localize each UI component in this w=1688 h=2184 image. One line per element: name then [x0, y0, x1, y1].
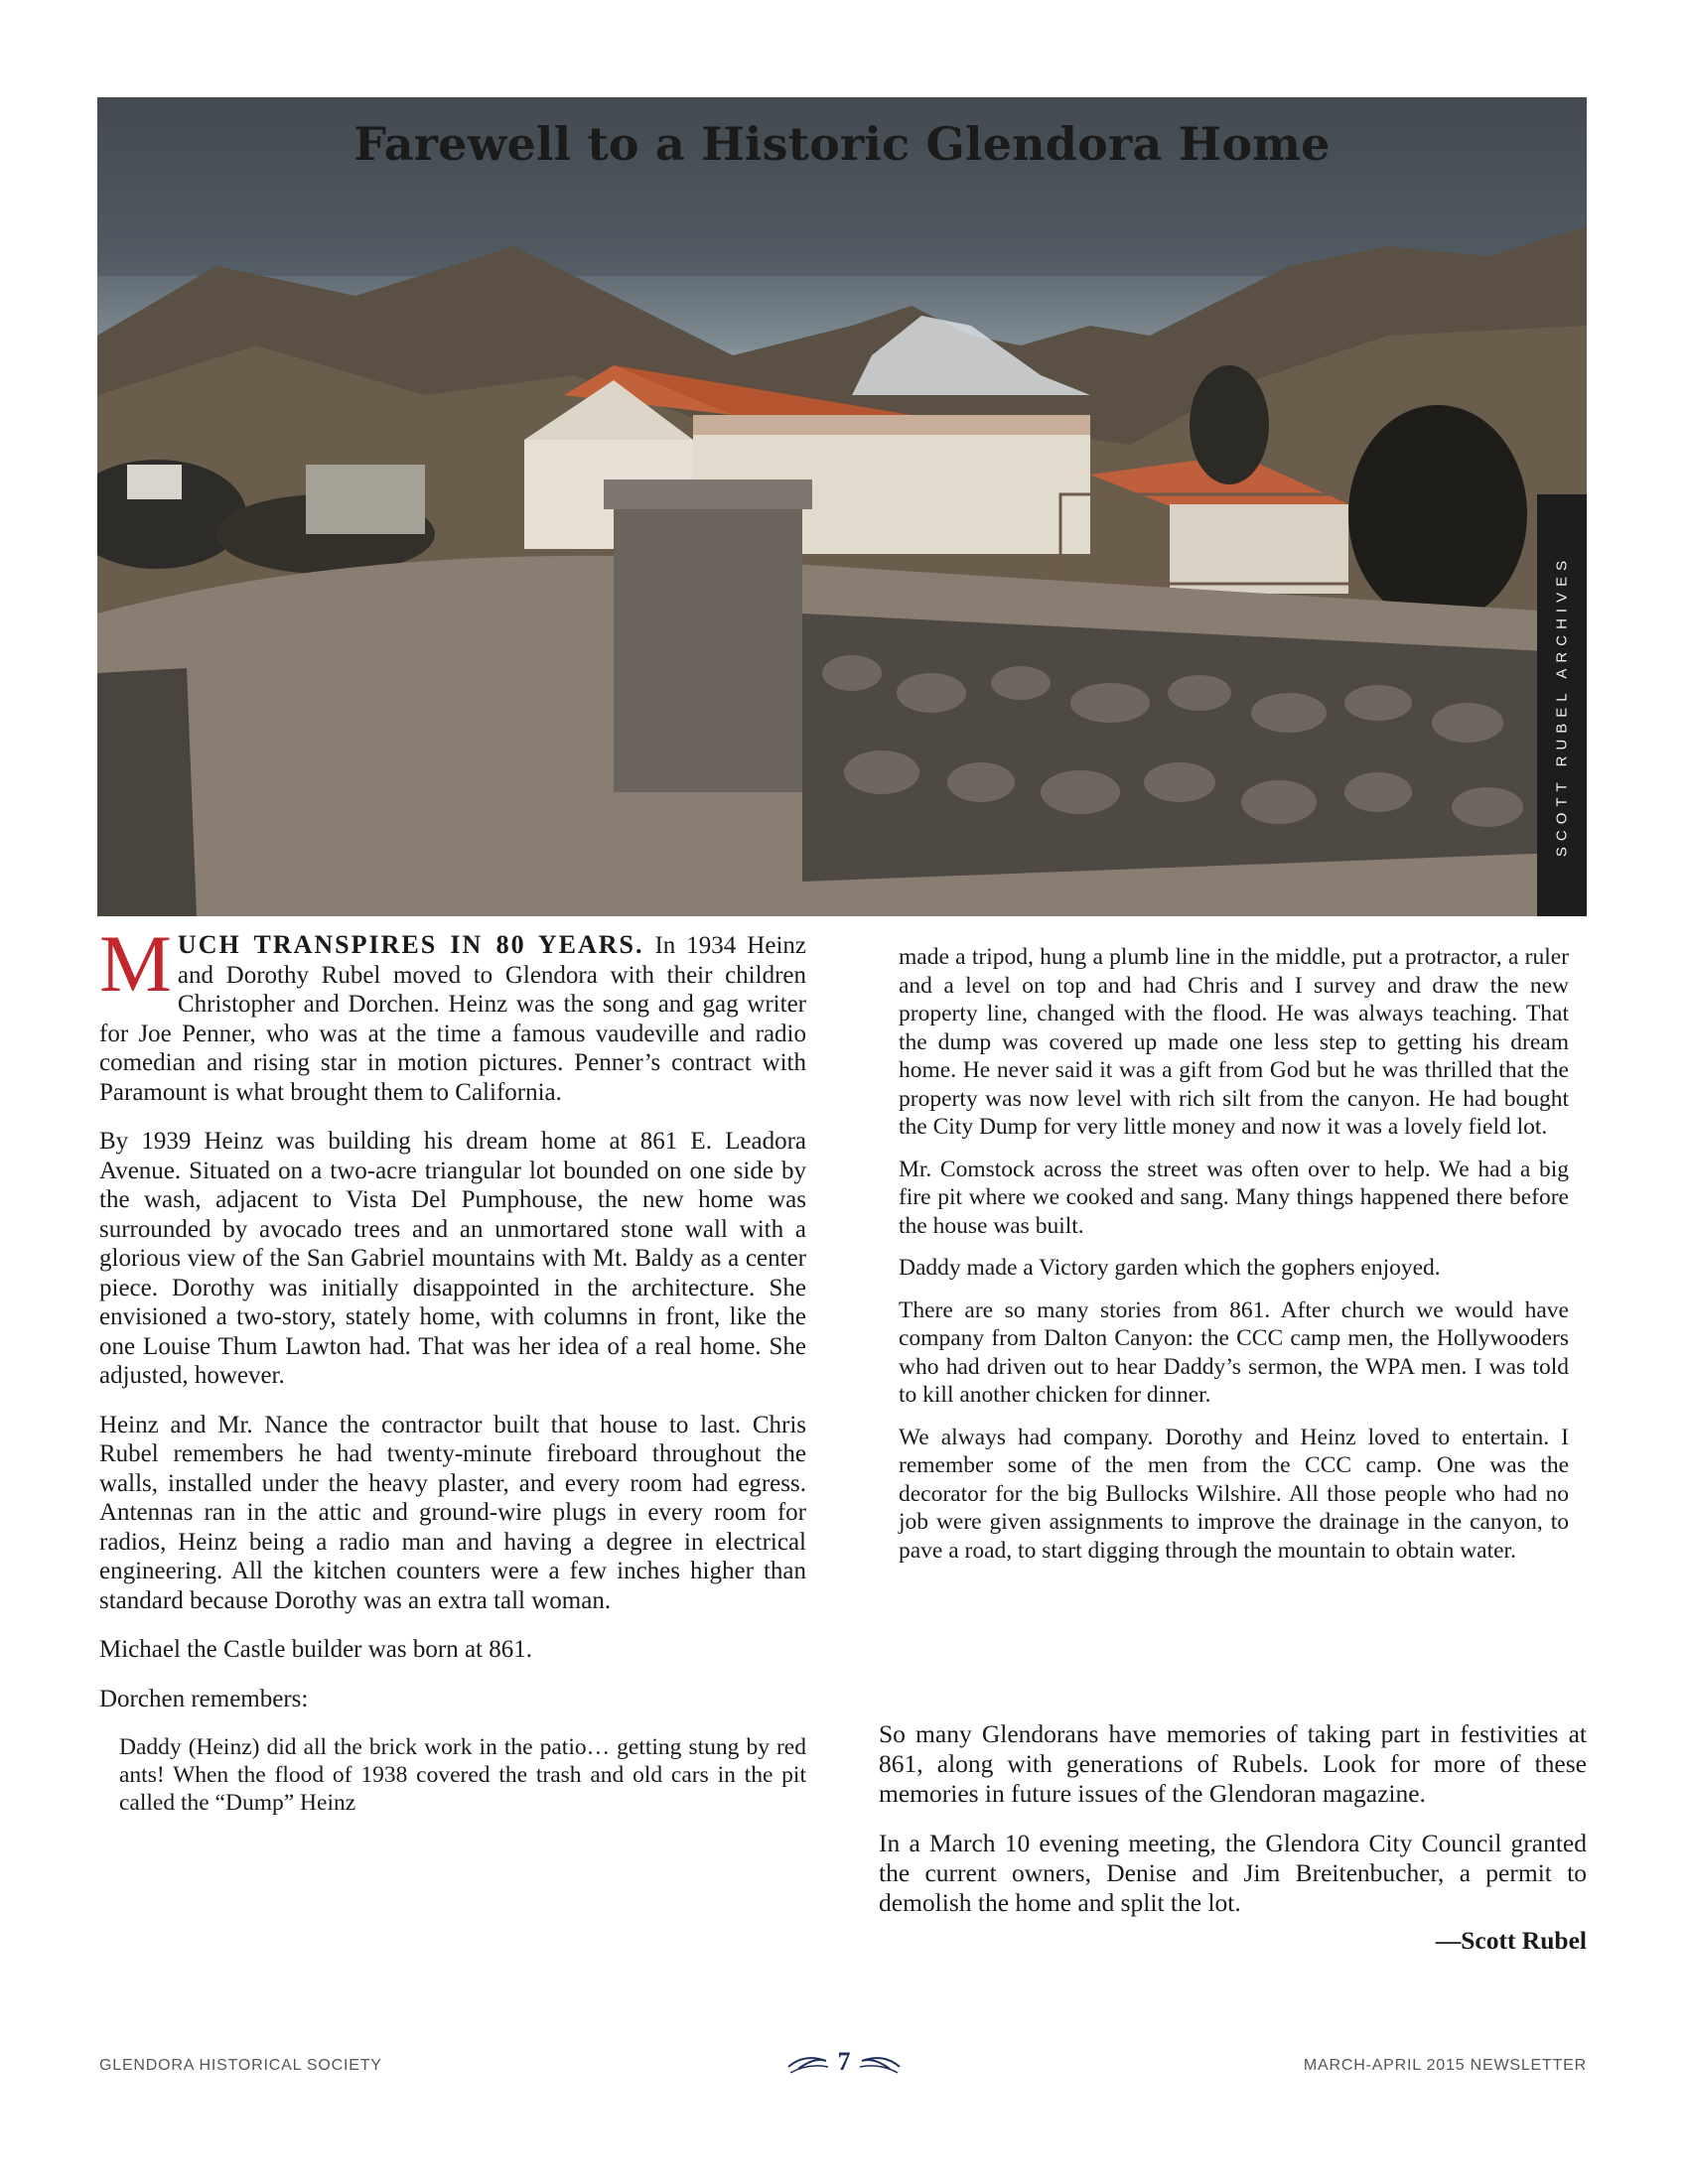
paragraph-construction: Heinz and Mr. Nance the contractor built that house to last. Chris Rubel remembers he had twenty-minute fireboard throughout the walls, installed under the heavy plaster, and every room had egress. Antennas ran in the attic and ground-wire plugs in every room for radios, Heinz being a radio man and having a degree in electrical engineering. All the kitchen counters were a few inches higher than standard because Dorothy was an extra tall woman.: [99, 1411, 806, 1614]
drop-cap: M: [99, 918, 172, 1009]
quote-comstock: Mr. Comstock across the street was often over to help. We had a big fire pit where we cooked and sang. Many things happened there before the house was built.: [899, 1156, 1569, 1239]
author-signature: —Scott Rubel: [1435, 1926, 1587, 1955]
lead-in: UCH TRANSPIRES IN 80 YEARS.: [177, 930, 644, 959]
article-column-right-closing: [879, 1719, 1587, 1976]
paragraph-memories: So many Glendorans have memories of taking part in festivities at 861, along with generations of Rubels. Look for more of these memories in future issues of the Glendoran magazine.: [879, 1719, 1587, 1808]
article-title: Farewell to a Historic Glendora Home: [353, 117, 1331, 171]
paragraph-dream-home: By 1939 Heinz was building his dream home at 861 E. Leadora Avenue. Situated on a two-acre triangular lot bounded on one side by the wash, adjacent to Vista Del Pumphouse, the new home was surrounded by avocado trees and an unmortared stone wall with a glorious view of the San Gabriel mountains with Mt. Baldy as a center piece. Dorothy was initially disappointed in the architecture. She envisioned a two-story, stately home, with columns in front, like the one Louise Thum Lawton had. That was her idea of a real home. She adjusted, however.: [99, 1128, 806, 1389]
quote-stories: There are so many stories from 861. After church we would have company from Dalton Canyon: the CCC camp men, the Hollywooders who had driven out to hear Daddy’s sermon, the WPA men. I was told to kill another chicken for dinner.: [899, 1297, 1569, 1408]
historic-home-photo: [97, 97, 1587, 916]
paragraph-castle-builder: Michael the Castle builder was born at 861.: [99, 1636, 532, 1663]
paragraph-demolition: In a March 10 evening meeting, the Glendora City Council granted the current owners, Denise and Jim Breitenbucher, a permit to demolish the home and split the lot.: [879, 1829, 1587, 1917]
article-column-right-quotes: [899, 943, 1569, 1578]
quote-flood-part-2: made a tripod, hung a plumb line in the middle, put a protractor, a ruler and a level on top and had Chris and I survey and draw the new property line, changed with the flood. He was always teaching. That the dump was covered up made one less step to getting his dream home. He never said it was a gift from God but he was thrilled that the property was now level with rich silt from the canyon. He had bought the City Dump for very little money and now it was a lovely field lot.: [899, 944, 1569, 1140]
footer-issue-date: MARCH-APRIL 2015 NEWSLETTER: [1303, 2057, 1587, 2074]
intro-text: In 1934 Heinz and Dorothy Rubel moved to Glendora with their children Christopher and Dorchen. Heinz was the song and gag writer for Joe Penner, who was at the time a famous vaudeville and radio comedian and rising star in motion pictures. Penner’s contract with Paramount is what brought them to California.: [99, 932, 806, 1106]
article-column-left: [99, 918, 806, 1837]
photo-credit: [1537, 494, 1587, 916]
quote-company: We always had company. Dorothy and Heinz loved to entertain. I remember some of the men from the CCC camp. One was the decorator for the big Bullocks Wilshire. All those people who had no job were given assignments to improve the drainage in the canyon, to pave a road, to start digging through the mountain to obtain water.: [899, 1424, 1569, 1564]
photo-credit-text: SCOTT RUBEL ARCHIVES: [1553, 554, 1571, 857]
article-intro-paragraph: [99, 918, 806, 1107]
paragraph-dorchen-remembers: Dorchen remembers:: [99, 1685, 309, 1712]
page-number-ornament: [784, 2045, 904, 2081]
footer-society-name: GLENDORA HISTORICAL SOCIETY: [99, 2057, 382, 2074]
page-number: 7: [837, 2047, 851, 2076]
quote-victory-garden: Daddy made a Victory garden which the gophers enjoyed.: [899, 1255, 1441, 1281]
photo-illustration: [97, 97, 1587, 916]
quote-flood-part-1: Daddy (Heinz) did all the brick work in the patio… getting stung by red ants! When the flood of 1938 covered the trash and old cars in the pit called the “Dump” Heinz: [119, 1734, 806, 1816]
